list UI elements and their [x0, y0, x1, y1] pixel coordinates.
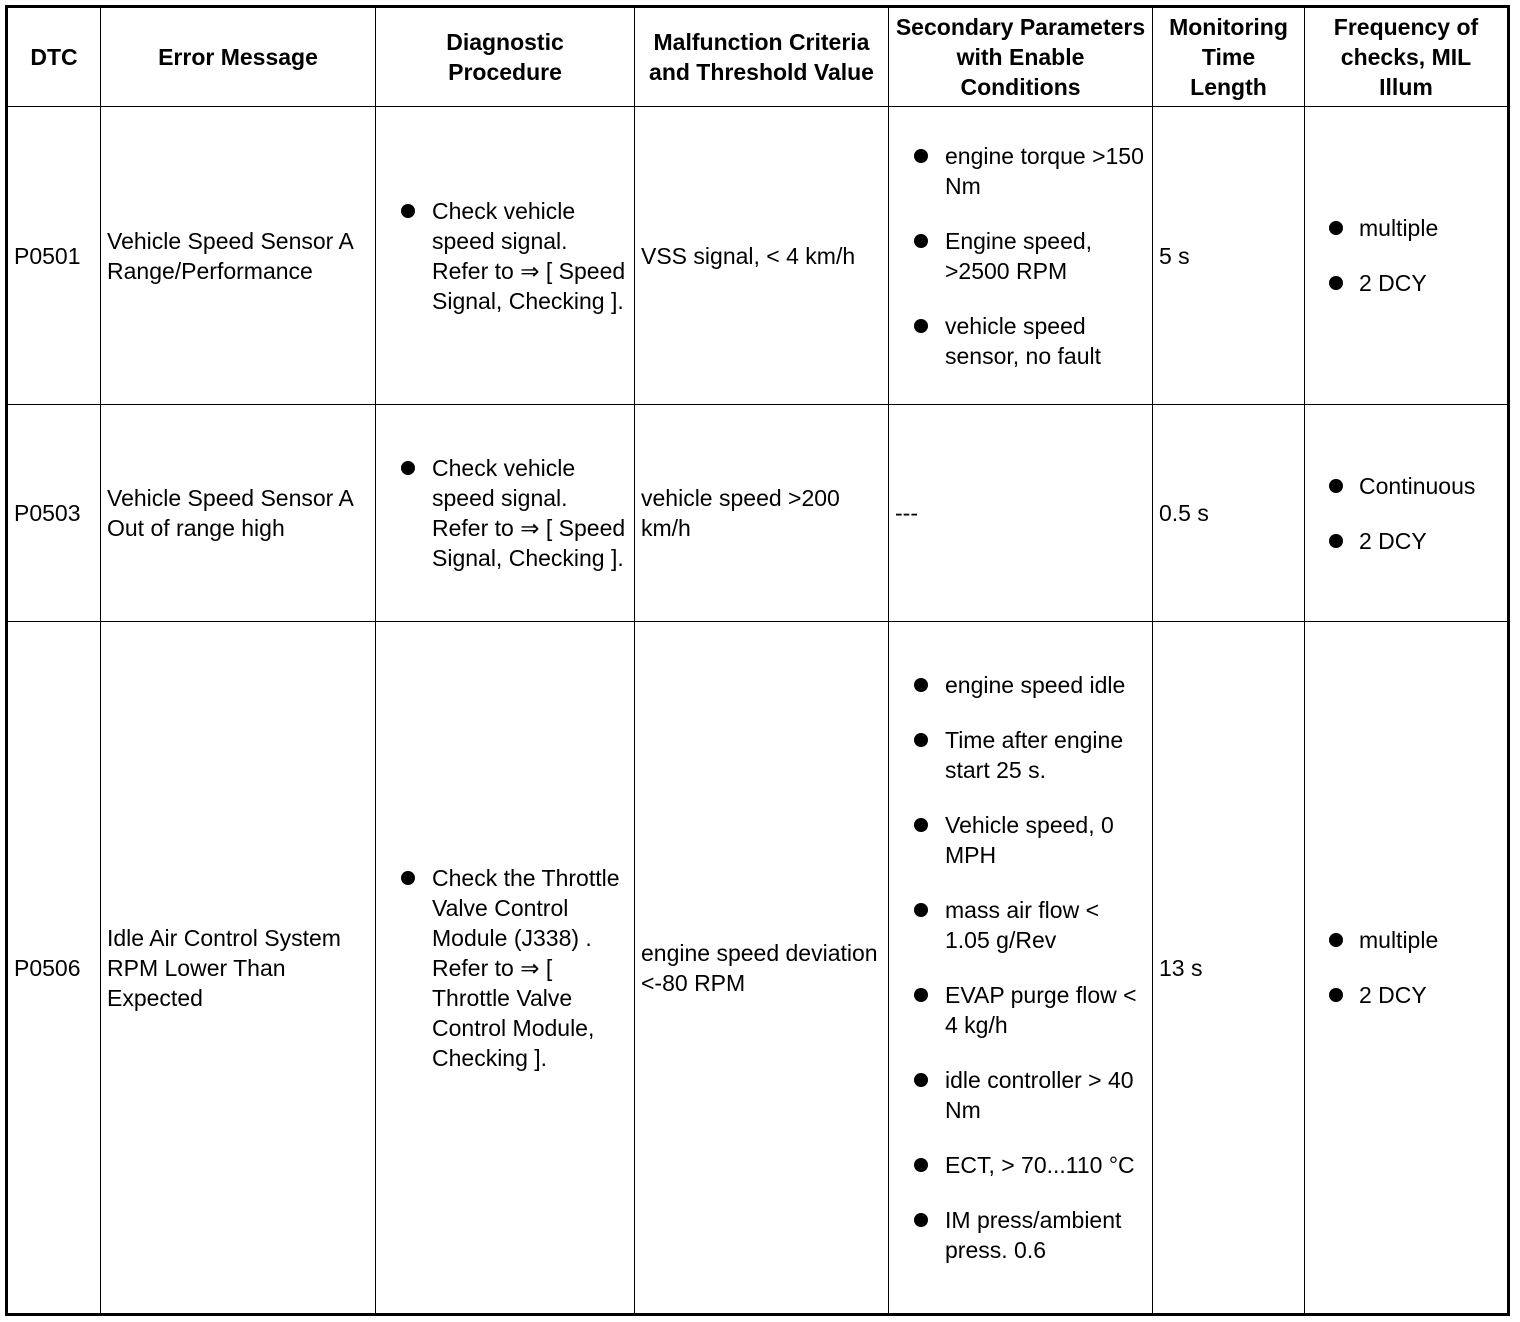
- frequency-item: 2 DCY: [1311, 268, 1501, 298]
- secondary-parameter: Engine speed, >2500 RPM: [895, 226, 1146, 286]
- secondary-parameter: idle controller > 40 Nm: [895, 1065, 1146, 1125]
- secondary-parameter: mass air flow < 1.05 g/Rev: [895, 895, 1146, 955]
- header-monitoring-time: Monitoring Time Length: [1153, 7, 1305, 107]
- secondary-parameter: EVAP purge flow < 4 kg/h: [895, 980, 1146, 1040]
- malfunction-criteria: vehicle speed >200 km/h: [635, 405, 889, 622]
- secondary-parameter: ECT, > 70...110 °C: [895, 1150, 1146, 1180]
- diagnostic-step: Check vehicle speed signal. Refer to ⇒ [ Speed Signal, Checking ].: [382, 453, 628, 573]
- secondary-parameters: ---: [889, 405, 1153, 622]
- diagnostic-procedure: [376, 405, 635, 622]
- frequency-item: multiple: [1311, 925, 1501, 955]
- header-dtc: DTC: [7, 7, 101, 107]
- malfunction-criteria: VSS signal, < 4 km/h: [635, 107, 889, 405]
- table-row: [7, 405, 1509, 622]
- secondary-parameter: Time after engine start 25 s.: [895, 725, 1146, 785]
- header-row: [7, 7, 1509, 107]
- monitoring-time: 0.5 s: [1153, 405, 1305, 622]
- secondary-parameter: vehicle speed sensor, no fault: [895, 311, 1146, 371]
- header-error-message: Error Message: [101, 7, 376, 107]
- frequency-item: Continuous: [1311, 471, 1501, 501]
- header-malfunction-criteria: Malfunction Criteria and Threshold Value: [635, 7, 889, 107]
- secondary-parameter: engine speed idle: [895, 670, 1146, 700]
- frequency: [1305, 405, 1509, 622]
- secondary-parameter: engine torque >150 Nm: [895, 141, 1146, 201]
- error-message: Idle Air Control System RPM Lower Than Expected: [101, 622, 376, 1315]
- secondary-parameters: [889, 107, 1153, 405]
- secondary-parameter: IM press/ambient press. 0.6: [895, 1205, 1146, 1265]
- monitoring-time: 13 s: [1153, 622, 1305, 1315]
- frequency: [1305, 622, 1509, 1315]
- table-row: [7, 107, 1509, 405]
- dtc-table: [5, 5, 1510, 1316]
- malfunction-criteria: engine speed deviation <-80 RPM: [635, 622, 889, 1315]
- secondary-parameter: Vehicle speed, 0 MPH: [895, 810, 1146, 870]
- header-secondary-parameters: Secondary Parameters with Enable Conditions: [889, 7, 1153, 107]
- frequency: [1305, 107, 1509, 405]
- dtc-code: P0506: [7, 622, 101, 1315]
- error-message: Vehicle Speed Sensor A Range/Performance: [101, 107, 376, 405]
- diagnostic-procedure: [376, 107, 635, 405]
- secondary-parameters: [889, 622, 1153, 1315]
- header-frequency: Frequency of checks, MIL Illum: [1305, 7, 1509, 107]
- monitoring-time: 5 s: [1153, 107, 1305, 405]
- table-row: [7, 622, 1509, 1315]
- dtc-code: P0503: [7, 405, 101, 622]
- diagnostic-step: Check vehicle speed signal. Refer to ⇒ [ Speed Signal, Checking ].: [382, 196, 628, 316]
- frequency-item: 2 DCY: [1311, 980, 1501, 1010]
- diagnostic-procedure: [376, 622, 635, 1315]
- error-message: Vehicle Speed Sensor A Out of range high: [101, 405, 376, 622]
- dtc-code: P0501: [7, 107, 101, 405]
- frequency-item: multiple: [1311, 213, 1501, 243]
- header-diagnostic-procedure: Diagnostic Procedure: [376, 7, 635, 107]
- diagnostic-step: Check the Throttle Valve Control Module (J338) . Refer to ⇒ [ Throttle Valve Control Module, Checking ].: [382, 863, 628, 1073]
- frequency-item: 2 DCY: [1311, 526, 1501, 556]
